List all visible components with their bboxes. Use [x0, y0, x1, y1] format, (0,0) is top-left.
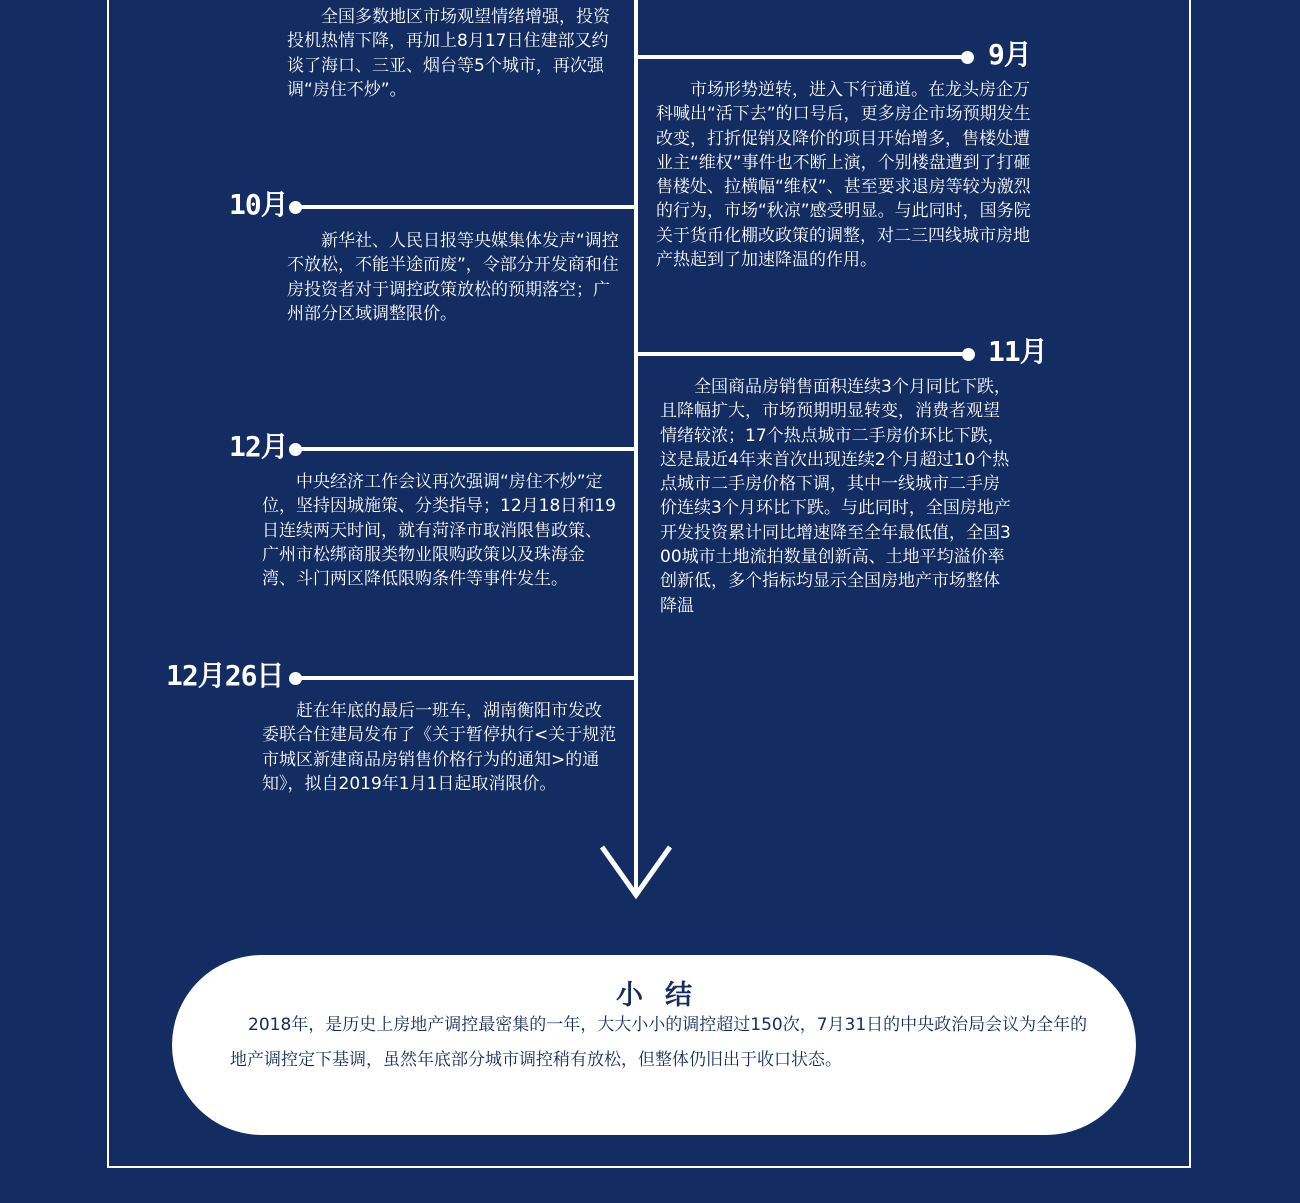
timeline-branch-december — [296, 447, 636, 451]
timeline-branch-october — [296, 205, 636, 209]
summary-text: 2018年，是历史上房地产调控最密集的一年，大大小小的调控超过150次，7月31日的中央政治局会议为全年的地产调控定下基调，虽然年底部分城市调控稍有放松，但整体仍旧出于收口状态。 — [230, 1015, 1088, 1070]
chevron-down-icon — [598, 843, 674, 901]
timeline-entry-august-text: 全国多数地区市场观望情绪增强，投资投机热情下降，再加上8月17日住建部又约谈了海口、三亚、烟台等5个城市，再次强调“房住不炒”。 — [287, 7, 610, 100]
timeline-entry-dec-26-text: 赶在年底的最后一班车，湖南衡阳市发改委联合住建局发布了《关于暂停执行<关于规范市城区新建商品房销售价格行为的通知>的通知》，拟自2019年1月1日起取消限价。 — [262, 701, 617, 794]
timeline-month-december: 12月 — [229, 430, 288, 463]
timeline-branch-september — [636, 55, 966, 59]
timeline-branch-dec-26 — [296, 676, 636, 680]
summary-title: 小结 — [616, 980, 714, 1011]
timeline-entry-december-text: 中央经济工作会议再次强调“房住不炒”定位，坚持因城施策、分类指导；12月18日和19日连续两天时间，就有菏泽市取消限售政策、广州市松绑商服类物业限购政策以及珠海金湾、斗门两区降低限购条件等事件发生。 — [262, 472, 616, 590]
timeline-branch-november — [636, 352, 966, 356]
timeline-dot-icon — [962, 348, 975, 361]
timeline-month-dec-26: 12月26日 — [166, 659, 284, 692]
summary-panel — [172, 955, 1136, 1135]
timeline-month-november: 11月 — [988, 335, 1047, 368]
timeline-entry-november-text: 全国商品房销售面积连续3个月同比下跌，且降幅扩大，市场预期明显转变，消费者观望情绪较浓；17个热点城市二手房价环比下跌，这是最近4年来首次出现连续2个月超过10个热点城市二手房价格下调，其中一线城市二手房价连续3个月环比下跌。与此同时，全国房地产开发投资累计同比增速降至全年最低值，全国300城市土地流拍数量创新高、土地平均溢价率创新低，多个指标均显示全国房地产市场整体降温 — [660, 377, 1011, 616]
timeline-month-september: 9月 — [988, 38, 1031, 71]
timeline-entry-september-text: 市场形势逆转，进入下行通道。在龙头房企万科喊出“活下去”的口号后，更多房企市场预期发生改变，打折促销及降价的项目开始增多，售楼处遭业主“维权”事件也不断上演，个别楼盘遭到了打砸售楼处、拉横幅“维权”、甚至要求退房等较为激烈的行为，市场“秋凉”感受明显。与此同时，国务院关于货币化棚改政策的调整，对二三四线城市房地产热起到了加速降温的作用。 — [656, 80, 1031, 271]
timeline-month-october: 10月 — [229, 188, 288, 221]
timeline-entry-october-text: 新华社、人民日报等央媒集体发声“调控不放松，不能半途而废”，令部分开发商和住房投资者对于调控政策放松的预期落空；广州部分区域调整限价。 — [287, 231, 619, 324]
timeline-dot-icon — [961, 51, 974, 64]
